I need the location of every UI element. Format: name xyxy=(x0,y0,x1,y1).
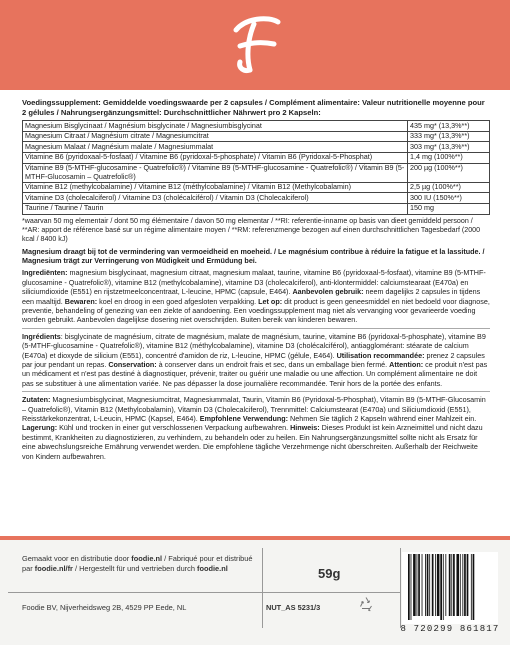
footer-divider xyxy=(400,548,401,628)
de-ingredients: Magnesiumbisglycinat, Magnesiumcitrat, Magnesiummalat, Taurin, Vitamin B6 (Pyridoxal-5-Phosphat), Vitamin B9 (5-MTHF-Glucosamin – Quatrefolic®), Vitamin B12 (Methylcobalamin), Vitamin D3 (Cholecalciferol), Trennmittel: Calciumstearat (E470a) und Siliciumdioxid (E551), Reisstärkekonzentrat, L-Leucin, HPMC (Kapsel, E464). xyxy=(22,395,486,424)
fr-ingredients: : bisglycinate de magnésium, citrate de magnésium, malate de magnésium, taurine, vitamine B6 (pyridoxal-5-phosphate), vitamine B9 (5-MTHF-glucosamine - Quatrefolic®), vitamine B12 (méthylcobalamine), vitamine D3 (cholécalciférol), antiagglomérant: stéarate de calcium (E470a) et dioxyde de silicium (E551), concentré d'amidon de riz, L-leucine, HPMC (gélule, E464). xyxy=(22,331,486,360)
barcode-bar xyxy=(464,554,466,616)
nl-ingredients-label: Ingrediënten: xyxy=(22,268,68,278)
fr-use: prenez 2 capsules par jour pendant un repas. xyxy=(22,350,485,369)
nutrient-value: 2,5 µg (100%**) xyxy=(408,182,490,193)
footer-accent-line xyxy=(0,536,510,540)
de-use-label: Empfohlene Verwendung: xyxy=(199,414,289,424)
barcode-bar xyxy=(437,554,440,616)
nutrition-footnote: *waarvan 50 mg elementair / dont 50 mg élémentaire / davon 50 mg elementar / **RI: referentie-inname op basis van dieet gemiddeld persoon / **AR: apport de référence basé sur un régime alimentaire moyen / **RM: referenzmenge bezogen auf einen durchschnittlichen Tagesbedarf (2000 kcal / 8400 kJ) xyxy=(22,216,481,243)
nutrient-value: 1,4 mg (100%**) xyxy=(408,152,490,163)
divider xyxy=(22,391,490,392)
fr-use-label: Utilisation recommandée: xyxy=(336,350,425,360)
barcode-bar xyxy=(456,554,459,616)
table-row xyxy=(23,131,490,142)
made-de-text: / Hergestellt für und vertrieben durch xyxy=(72,564,197,573)
product-code: NUT_AS 5231/3 xyxy=(266,603,321,612)
table-row xyxy=(23,182,490,193)
nutrient-name: Magnesium Malaat / Magnésium malate / Magnesiummalat xyxy=(23,142,408,153)
section-de xyxy=(22,395,490,461)
made-nl-text: Gemaakt voor en distributie door xyxy=(22,554,132,563)
fr-note-label: Attention: xyxy=(389,360,424,369)
nutrient-name: Magnesium Bisglycinaat / Magnésium bisglycinate / Magnesiumbisglycinat xyxy=(23,121,408,132)
nutrient-name: Taurine / Taurine / Taurin xyxy=(23,203,408,214)
divider xyxy=(22,328,490,329)
barcode-bar xyxy=(432,554,434,616)
barcode-bar xyxy=(449,554,451,616)
fr-ingredients-label: Ingrédients xyxy=(22,331,61,341)
barcode-bar xyxy=(408,554,410,620)
nutrient-value: 435 mg* (13,3%**) xyxy=(408,121,490,132)
net-weight: 59g xyxy=(318,566,341,581)
nutrition-table xyxy=(22,120,490,214)
header-band xyxy=(0,0,510,90)
nutrient-name: Vitamine B6 (pyridoxaal-5-fosfaat) / Vitamine B6 (pyridoxal-5-phosphate) / Vitamin B6 (Pyridoxal-5-Phosphat) xyxy=(23,152,408,163)
barcode-bar xyxy=(435,554,436,616)
nutrient-value: 150 mg xyxy=(408,203,490,214)
barcode-bar xyxy=(445,554,446,616)
nutrient-name: Vitamine B12 (methylcobalamine) / Vitamine B12 (méthylcobalamine) / Vitamin B12 (Methylcobalamin) xyxy=(23,182,408,193)
de-ingredients-label: Zutaten: xyxy=(22,395,51,405)
barcode-bar xyxy=(443,554,444,620)
table-row xyxy=(23,121,490,132)
made-fr-text: / Fabriqué pour et distribué xyxy=(162,554,253,563)
barcode-bar xyxy=(471,554,472,620)
brand-url-fr[interactable]: foodie.nl/fr xyxy=(34,564,73,573)
footer-divider xyxy=(262,548,263,628)
health-claim: Magnesium draagt bij tot de vermindering van vermoeidheid en moeheid. / Le magnésium contribue à réduire la fatigue et la lassitude. / Magnesium trägt zur Verringerung von Müdigkeit und Ermüdung bei. xyxy=(22,246,485,265)
barcode-bar xyxy=(427,554,429,616)
nl-ingredients: magnesium bisglycinaat, magnesium citraat, magnesium malaat, taurine, vitamine B6 (pyridoxaal-5-fosfaat), vitamine B9 (5-MTHF-glucosamine - Quatrefolic®), vitamine B12 (methylcobalamine), vitamine D3 (cholecalciferol), anti-klontermiddel: calciumstearaat (E470a) en siliciumdioxide (E551) en rijstzetmeelconcentraat, L-leucine, HPMC (capsule, E464). xyxy=(22,268,486,297)
barcode-bar xyxy=(440,554,442,620)
nutrient-value: 303 mg* (13,3%**) xyxy=(408,142,490,153)
barcode-bar xyxy=(418,554,420,616)
fr-note: ce produit n'est pas un médicament et n'est pas destiné à diagnostiquer, prévenir, traiter ou guérir une maladie ou une affection. Un complément alimentaire ne doit pas se substituer à une alimentation variée. Ne pas dépasser la dose journalière recommandée. Tenir hors de la portée des enfants. xyxy=(22,360,488,388)
brand-url-nl[interactable]: foodie.nl xyxy=(131,554,163,563)
de-note-label: Hinweis: xyxy=(290,423,320,433)
fr-storage: à conserver dans un endroit frais et sec, dans un emballage bien fermé. xyxy=(156,360,390,369)
barcode-bar xyxy=(425,554,426,616)
nutrient-value: 333 mg* (13,3%**) xyxy=(408,131,490,142)
nl-note: dit product is geen geneesmiddel en niet bedoeld voor diagnose, preventie, behandeling of genezing van een ziekte of aandoening. Een voedingssupplement mag niet als vervanging voor gevarieerde voeding worden gebruikt. Aanbevolen dagelijkse dosering niet overschrijden. Buiten bereik van kinderen bewaren. xyxy=(22,296,490,325)
barcode-bar xyxy=(411,554,412,620)
fr-storage-label: Conservation: xyxy=(108,360,157,369)
foodie-logo-icon xyxy=(228,12,284,76)
made-fr-prefix: par xyxy=(22,564,35,573)
barcode-bar xyxy=(451,554,452,616)
de-storage: Kühl und trocken in einer gut verschlossenen Verpackung aufbewahren. xyxy=(57,423,291,433)
barcode-bar xyxy=(453,554,455,616)
nl-use-label: Aanbevolen gebruik: xyxy=(292,287,364,297)
nl-note-label: Let op: xyxy=(258,296,283,306)
nutrition-title: Voedingssupplement: Gemiddelde voedingswaarde per 2 capsules / Complément alimentaire: Valeur nutritionelle moyenne pour 2 gélules / Nahrungsergänzungsmittel: Durchschnittlicher Nährwert pro 2 Kapseln: xyxy=(22,98,485,117)
barcode-bar xyxy=(422,554,423,616)
barcode-bar xyxy=(413,554,416,616)
barcode-bar xyxy=(462,554,463,616)
barcode-bar xyxy=(467,554,469,616)
brand-url-de[interactable]: foodie.nl xyxy=(197,564,228,573)
barcode-number: 8 720299 861817 xyxy=(400,624,500,634)
barcode-bar xyxy=(473,554,475,620)
de-note: Dieses Produkt ist kein Arzneimittel und nicht dazu bestimmt, Krankheiten zu diagnostizieren, zu verhindern, zu behandeln oder zu heilen. Ein Nahrungsergänzungsmittel sollte nicht als Ersatz für eine abwechslungsreiche Ernährung verwendet werden. Die empfohlene tägliche Verzehrmenge nicht überschreiten. Außerhalb der Reichweite von Kindern aufbewahren. xyxy=(22,423,483,461)
section-fr xyxy=(22,332,490,388)
table-row xyxy=(23,163,490,182)
nl-use: neem dagelijks 2 capsules in tijdens een maaltijd. xyxy=(22,287,481,306)
section-nl xyxy=(22,268,490,324)
barcode-bar xyxy=(429,554,430,616)
recycle-icon xyxy=(358,596,374,612)
barcode-bar xyxy=(460,554,461,616)
table-row xyxy=(23,142,490,153)
label-content xyxy=(22,98,490,461)
de-storage-label: Lagerung: xyxy=(22,423,58,433)
nutrient-name: Magnesium Citraat / Magnésium citrate / Magnesiumcitrat xyxy=(23,131,408,142)
table-row xyxy=(23,203,490,214)
nl-storage: koel en droog in een goed afgesloten verpakking. xyxy=(97,296,259,306)
table-row xyxy=(23,152,490,163)
nutrient-value: 300 IU (150%**) xyxy=(408,193,490,204)
nl-storage-label: Bewaren: xyxy=(64,296,98,306)
de-use: Nehmen Sie täglich 2 Kapseln während einer Mahlzeit ein. xyxy=(288,414,477,424)
company-address: Foodie BV, Nijverheidsweg 2B, 4529 PP Eede, NL xyxy=(22,603,187,612)
manufacturer-text xyxy=(22,554,252,574)
nutrient-value: 200 µg (100%**) xyxy=(408,163,490,182)
nutrient-name: Vitamine B9 (5-MTHF-glucosamine - Quatrefolic®) / Vitamine B9 (5-MTHF-glucosamine - Quatrefolic®) / Vitamin B9 (5-MTHF-Glucosamin – Quatrefolic®) xyxy=(23,163,408,182)
footer-divider xyxy=(8,592,400,593)
barcode-bars xyxy=(406,554,494,620)
table-row xyxy=(23,193,490,204)
barcode xyxy=(402,552,498,624)
barcode-bar xyxy=(417,554,418,616)
nutrient-name: Vitamine D3 (cholecalciferol) / Vitamine D3 (cholécalciférol) / Vitamin D3 (Cholecalciferol) xyxy=(23,193,408,204)
